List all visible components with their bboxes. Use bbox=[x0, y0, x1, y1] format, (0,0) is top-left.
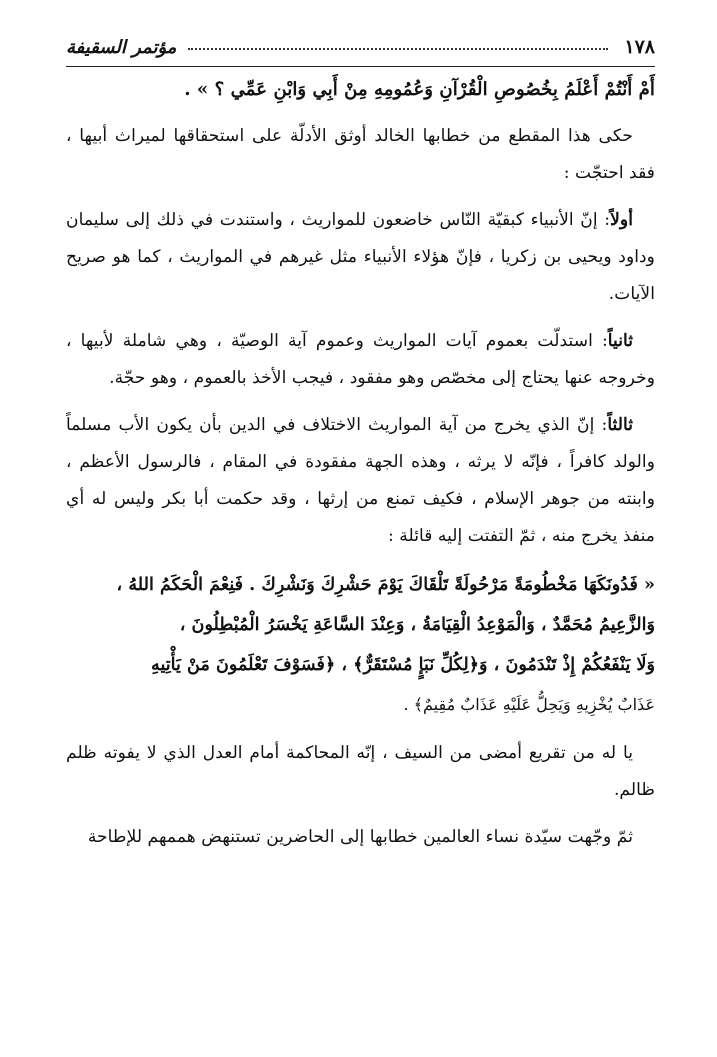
header-dotted-rule bbox=[188, 48, 608, 50]
paragraph-6: يا له من تقريع أمضى من السيف ، إنّه المحاكمة أمام العدل الذي لا يفوته ظلم ظالم. bbox=[66, 743, 655, 800]
quote-line-4: عَذَابٌ يُخْزِيهِ وَيَحِلُّ عَلَيْهِ عَذَابٌ مُقِيمٌ﴾ . bbox=[403, 695, 655, 714]
paragraph-2 bbox=[66, 202, 655, 313]
paragraph-3 bbox=[66, 323, 655, 397]
page-header bbox=[66, 28, 655, 67]
quote-line-1: « فَدُونَكَهَا مَخْطُومَةً مَرْحُولَةً تَلْقَاكَ يَوْمَ حَشْرِكَ وَنَشْرِكَ . فَنِعْمَ الْحَكَمُ اللهُ ، bbox=[116, 574, 655, 595]
paragraph-3-text: : استدلّت بعموم آيات المواريث وعموم آية الوصيّة ، وهي شاملة لأبيها ، وخروجه عنها يحتاج إلى مخصّص وهو مفقود ، فيجب الأخذ بالعموم ، وهو حجّة. bbox=[66, 331, 655, 388]
paragraph-2-lead: أولاً bbox=[610, 210, 633, 230]
book-title: مؤتمر السقيفة bbox=[66, 36, 177, 58]
page-number: ١٧٨ bbox=[624, 36, 655, 58]
opening-quote-line: أَمْ أَنْتُمْ أَعْلَمُ بِخُصُوصِ الْقُرْآنِ وَعُمُومِهِ مِنْ أَبِي وَابْنِ عَمِّي ؟ » . bbox=[184, 79, 655, 100]
paragraph-7: ثمّ وجّهت سيّدة نساء العالمين خطابها إلى الحاضرين تستنهض هممهم للإطاحة bbox=[87, 827, 633, 847]
paragraph-1: حكى هذا المقطع من خطابها الخالد أوثق الأدلّة على استحقاقها لميراث أبيها ، فقد احتجّت : bbox=[66, 126, 655, 183]
quote-line-2: وَالزَّعِيمُ مُحَمَّدٌ ، وَالْمَوْعِدُ الْقِيَامَةُ ، وَعِنْدَ السَّاعَةِ يَخْسَرُ الْمُبْطِلُونَ ، bbox=[179, 614, 655, 635]
paragraph-4-text: : إنّ الذي يخرج من آية المواريث الاختلاف في الدين بأن يكون الأب مسلماً والولد كافراً ، فإنّه لا يرثه ، وهذه الجهة مفقودة في المقام ، فالرسول الأعظم ، وابنته من جوهر الإسلام ، فكيف تمنع من إرثها ، وقد حكمت أبا بكر وليس له أي منفذ يخرج منه ، ثمّ التفتت إليه قائلة : bbox=[66, 415, 655, 546]
paragraph-3-lead: ثانياً bbox=[607, 331, 633, 351]
paragraph-2-text: : إنّ الأنبياء كبقيّة النّاس خاضعون للمواريث ، واستندت في ذلك إلى سليمان وداود ويحيى بن زكريا ، فإنّ هؤلاء الأنبياء مثل غيرهم في المواريث ، كما هو صريح الآيات. bbox=[66, 210, 655, 304]
quotation-block bbox=[66, 565, 655, 725]
quote-line-3: وَلَا يَنْفَعُكُمْ إِذْ تَنْدَمُونَ ، وَ﴿لِكُلِّ نَبَإٍ مُسْتَقَرٌّ﴾ ، ﴿فَسَوْفَ تَعْلَمُونَ مَنْ يَأْتِيهِ bbox=[151, 654, 655, 675]
paragraph-4-lead: ثالثاً bbox=[607, 415, 633, 435]
paragraph-4 bbox=[66, 407, 655, 555]
